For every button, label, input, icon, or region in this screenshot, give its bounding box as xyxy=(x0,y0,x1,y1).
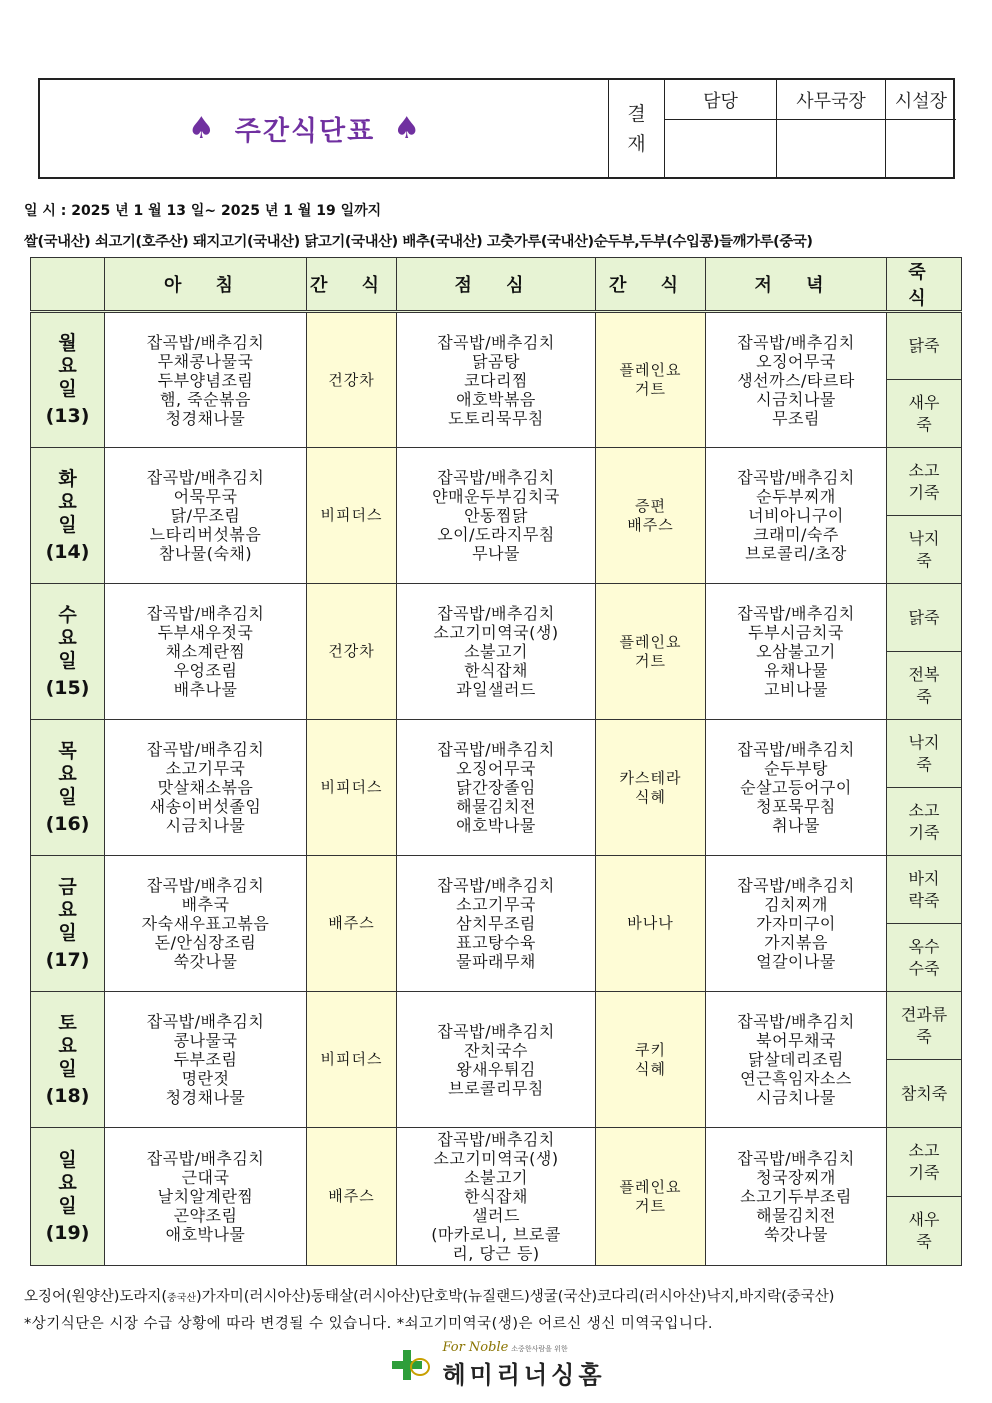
morning-snack: 배주스 xyxy=(307,856,397,992)
morning-snack: 건강차 xyxy=(307,312,397,448)
table-row xyxy=(31,448,962,516)
morning-snack: 비피더스 xyxy=(307,720,397,856)
day-label: 수 요 일 (15) xyxy=(31,584,105,720)
footer-notice: *상기식단은 시장 수급 상황에 따라 변경될 수 있습니다. *쇠고기미역국(생)은 어르신 생신 미역국입니다. xyxy=(24,1316,714,1332)
day-label: 일 요 일 (19) xyxy=(31,1128,105,1266)
header-dinner: 저 녁 xyxy=(706,258,887,312)
porridge-menu: 소고 기죽 xyxy=(887,1128,962,1197)
dinner-menu: 잡곡밥/배추김치 순두부찌개 너비아니구이 크래미/숙주 브로콜리/초장 xyxy=(706,448,887,584)
lunch-menu: 잡곡밥/배추김치 잔치국수 왕새우튀김 브로콜리무침 xyxy=(397,992,596,1128)
corner-cell xyxy=(31,258,105,312)
sign-box xyxy=(777,120,886,177)
porridge-menu: 낙지 죽 xyxy=(887,516,962,584)
lunch-menu: 잡곡밥/배추김치 닭곰탕 코다리찜 애호박볶음 도토리묵무침 xyxy=(397,312,596,448)
breakfast-menu: 잡곡밥/배추김치 두부새우젓국 채소계란찜 우엉조림 배추나물 xyxy=(105,584,307,720)
porridge-menu: 소고 기죽 xyxy=(887,788,962,856)
dinner-menu: 잡곡밥/배추김치 청국장찌개 소고기두부조림 해물김치전 쑥갓나물 xyxy=(706,1128,887,1266)
breakfast-menu: 잡곡밥/배추김치 배추국 자숙새우표고볶음 돈/안심장조림 쑥갓나물 xyxy=(105,856,307,992)
porridge-menu: 새우 죽 xyxy=(887,380,962,448)
table-row xyxy=(31,1128,962,1197)
lunch-menu: 잡곡밥/배추김치 소고기미역국(생) 소불고기 한식잡채 과일샐러드 xyxy=(397,584,596,720)
sign-box xyxy=(886,120,956,177)
porridge-menu: 옥수 수죽 xyxy=(887,924,962,992)
afternoon-snack: 쿠키 식혜 xyxy=(596,992,706,1128)
title-area xyxy=(40,80,570,177)
morning-snack: 비피더스 xyxy=(307,448,397,584)
table-row xyxy=(31,856,962,924)
logo xyxy=(310,1342,684,1388)
breakfast-menu: 잡곡밥/배추김치 근대국 날치알계란찜 곤약조림 애호박나물 xyxy=(105,1128,307,1266)
breakfast-menu: 잡곡밥/배추김치 콩나물국 두부조림 명란젓 청경채나물 xyxy=(105,992,307,1128)
porridge-menu: 참치죽 xyxy=(887,1060,962,1128)
lunch-menu: 잡곡밥/배추김치 소고기무국 삼치무조림 표고탕수육 물파래무채 xyxy=(397,856,596,992)
morning-snack: 건강차 xyxy=(307,584,397,720)
header-lunch: 점 심 xyxy=(397,258,596,312)
morning-snack: 비피더스 xyxy=(307,992,397,1128)
table-row xyxy=(31,720,962,788)
porridge-menu: 소고 기죽 xyxy=(887,448,962,516)
lunch-menu: 잡곡밥/배추김치 오징어무국 닭간장졸임 해물김치전 애호박나물 xyxy=(397,720,596,856)
porridge-menu: 낙지 죽 xyxy=(887,720,962,788)
porridge-menu: 전복 죽 xyxy=(887,652,962,720)
table-row xyxy=(31,312,962,380)
afternoon-snack: 플레인요 거트 xyxy=(596,1128,706,1266)
dinner-menu: 잡곡밥/배추김치 순두부탕 순살고등어구이 청포묵무침 취나물 xyxy=(706,720,887,856)
dinner-menu: 잡곡밥/배추김치 두부시금치국 오삼불고기 유채나물 고비나물 xyxy=(706,584,887,720)
header-porridge: 죽 식 xyxy=(887,258,962,312)
signer-staff: 담당 xyxy=(665,80,777,120)
porridge-menu: 새우 죽 xyxy=(887,1197,962,1266)
dinner-menu: 잡곡밥/배추김치 김치찌개 가자미구이 가지볶음 얼갈이나물 xyxy=(706,856,887,992)
table-row xyxy=(31,584,962,652)
afternoon-snack: 플레인요 거트 xyxy=(596,312,706,448)
menu-table xyxy=(30,257,962,1266)
logo-cross-icon xyxy=(388,1350,432,1380)
lunch-menu: 잡곡밥/배추김치 소고기미역국(생) 소불고기 한식잡채 샐러드 (마카로니, 브로콜 리, 당근 등) xyxy=(397,1128,596,1266)
breakfast-menu: 잡곡밥/배추김치 무채콩나물국 두부양념조림 햄, 죽순볶음 청경채나물 xyxy=(105,312,307,448)
header-box xyxy=(38,78,955,179)
porridge-menu: 닭죽 xyxy=(887,312,962,380)
afternoon-snack: 증편 배주스 xyxy=(596,448,706,584)
day-label: 금 요 일 (17) xyxy=(31,856,105,992)
signer-director: 사무국장 xyxy=(777,80,886,120)
breakfast-menu: 잡곡밥/배추김치 소고기무국 맛살채소볶음 새송이버섯졸임 시금치나물 xyxy=(105,720,307,856)
page-title: 주간식단표 xyxy=(234,116,376,147)
porridge-menu: 닭죽 xyxy=(887,584,962,652)
dinner-menu: 잡곡밥/배추김치 북어무채국 닭살데리조림 연근흑임자소스 시금치나물 xyxy=(706,992,887,1128)
spade-icon: ♠ xyxy=(187,111,217,146)
morning-snack: 배주스 xyxy=(307,1128,397,1266)
footer-origin: 오징어(원양산)도라지(중국산)가자미(러시아산)동태살(러시아산)단호박(뉴질랜드)생굴(국산)코다리(러시아산)낙지,바지락(중국산) xyxy=(24,1289,835,1305)
signer-head: 시설장 xyxy=(886,80,956,120)
lunch-menu: 잡곡밥/배추김치 얀매운두부김치국 안동찜닭 오이/도라지무침 무나물 xyxy=(397,448,596,584)
day-label: 목 요 일 (16) xyxy=(31,720,105,856)
header-snack: 간 식 xyxy=(307,258,397,312)
day-label: 월 요 일 (13) xyxy=(31,312,105,448)
porridge-menu: 바지 락죽 xyxy=(887,856,962,924)
logo-tagline: For Noble 소중한사람을 위한 xyxy=(442,1340,568,1355)
table-header-row xyxy=(31,258,962,312)
breakfast-menu: 잡곡밥/배추김치 어묵무국 닭/무조림 느타리버섯볶음 참나물(숙채) xyxy=(105,448,307,584)
logo-name: 헤미리너싱홈 xyxy=(442,1361,606,1389)
period-info: 일 시 : 2025 년 1 월 13 일~ 2025 년 1 월 19 일까지 xyxy=(24,203,382,219)
origin-info: 쌀(국내산) 쇠고기(호주산) 돼지고기(국내산) 닭고기(국내산) 배추(국내산) 고춧가루(국내산)순두부,두부(수입콩)들깨가루(중국) xyxy=(24,234,813,250)
table-row xyxy=(31,992,962,1060)
day-label: 화 요 일 (14) xyxy=(31,448,105,584)
afternoon-snack: 플레인요 거트 xyxy=(596,584,706,720)
sign-box xyxy=(665,120,777,177)
dinner-menu: 잡곡밥/배추김치 오징어무국 생선까스/타르타 시금치나물 무조림 xyxy=(706,312,887,448)
spade-icon: ♠ xyxy=(393,111,423,146)
approval-label: 결 재 xyxy=(608,80,664,177)
afternoon-snack: 바나나 xyxy=(596,856,706,992)
approval-sign-grid xyxy=(664,80,955,177)
header-snack: 간 식 xyxy=(596,258,706,312)
afternoon-snack: 카스테라 식혜 xyxy=(596,720,706,856)
porridge-menu: 견과류 죽 xyxy=(887,992,962,1060)
header-breakfast: 아 침 xyxy=(105,258,307,312)
day-label: 토 요 일 (18) xyxy=(31,992,105,1128)
